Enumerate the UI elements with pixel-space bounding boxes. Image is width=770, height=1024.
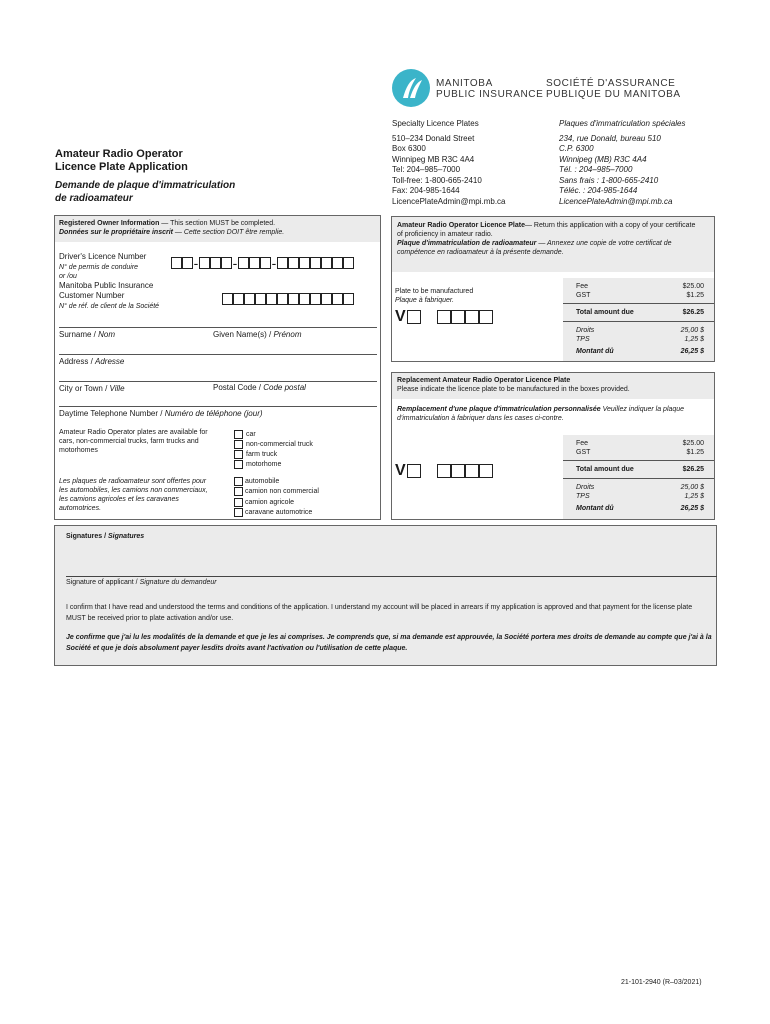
gst-label: GST [576,292,591,299]
address-line: Winnipeg MB R3C 4A4 [392,154,475,164]
char-box[interactable] [299,293,310,305]
address-line: Toll-free: 1-800-665-2410 [392,175,482,185]
char-box[interactable] [288,293,299,305]
plate-prefix: V [395,308,406,325]
city-en: City or Town / [59,384,110,393]
address-line: LicencePlateAdmin@mpi.mb.ca [559,196,673,206]
checkbox[interactable] [234,477,243,486]
fee-row [576,439,704,448]
address-line: C.P. 6300 [559,144,594,153]
address-line: Winnipeg (MB) R3C 4A4 [559,154,647,164]
vehicle-option[interactable] [234,487,319,498]
vehicle-label: non-commercial truck [246,440,313,448]
char-box[interactable] [244,293,255,305]
char-box[interactable] [310,293,321,305]
tps-row [576,492,704,501]
montant-row [576,504,704,513]
vehicle-label: farm truck [246,450,278,458]
new-plate-title-fr: Plaque d'immatriculation de radioamateur [397,240,537,247]
mpi-label-fr: N° de réf. de client de la Société [59,302,160,310]
droits-amount: 25,00 $ [680,327,704,334]
phone-line[interactable] [59,406,377,407]
checkbox[interactable] [234,450,243,459]
char-box[interactable] [299,257,310,269]
checkbox[interactable] [234,487,243,496]
address-line: LicencePlateAdmin@mpi.mb.ca [392,196,506,206]
mpi-label: Customer Number [59,291,125,300]
signature-label [66,578,217,587]
vehicle-label: caravane automotrice [245,509,313,517]
char-box[interactable] [465,310,479,324]
address-line: 234, rue Donald, bureau 510 [559,133,661,143]
vehicle-options-fr [234,476,319,518]
dl-label [59,252,159,311]
total-row [576,465,704,474]
vehicle-option[interactable] [234,449,313,459]
total-amount: $26.25 [682,309,704,316]
droits-label: Droits [576,327,595,334]
char-box[interactable] [221,257,232,269]
char-box[interactable] [407,464,421,478]
confirmation-en: I confirm that I have read and understood the terms and conditions of the application. I understand my account will be placed in arrears if my application is approved and that payment for the license plate MUST be received prior to plate activation and/or use. [66,604,693,622]
tps-row [576,335,704,344]
divider [563,478,714,479]
gst-row [576,448,704,457]
vehicle-option[interactable] [234,429,313,439]
tps-amount: 1,25 $ [684,336,704,343]
postal-code-label [213,383,306,394]
replacement-title-fr: Remplacement d'une plaque d'immatriculation personnalisée [397,406,601,413]
char-box[interactable] [479,464,493,478]
plate-label-en: Plate to be manufactured [395,288,474,295]
address-line: Box 6300 [392,144,426,153]
owner-header-en [59,219,376,228]
availability-en: Amateur Radio Operator plates are available for cars, non-commercial trucks, farm trucks and motorhomes [59,429,208,454]
montant-label: Montant dû [576,348,614,355]
dl-label-fr: N° de permis de conduire [59,263,139,271]
new-plate-header [392,217,714,272]
char-box[interactable] [407,310,421,324]
vehicle-label: motorhome [246,460,282,468]
fee-row [576,282,704,291]
char-box[interactable] [465,464,479,478]
surname-fr: Nom [98,330,116,339]
char-box[interactable] [171,257,182,269]
char-box[interactable] [332,257,343,269]
logo-line: PUBLIQUE DU MANITOBA [546,89,681,100]
checkbox[interactable] [234,430,243,439]
logo-mark-icon [392,69,430,107]
char-box[interactable] [249,257,260,269]
checkbox[interactable] [234,440,243,449]
new-plate-title-en-rest: — Return this application with a copy of your certificate of proficiency in amateur radio. [397,222,696,238]
montant-row [576,347,704,356]
replacement-plate-input[interactable] [395,462,493,480]
signature-header [66,532,144,541]
divider [563,303,714,304]
postal-en: Postal Code / [213,383,264,392]
address-line: Fax: 204-985-1644 [392,186,460,195]
vehicle-label: car [246,430,256,438]
page-title [55,148,315,205]
char-box[interactable] [321,257,332,269]
owner-header-fr-rest: — Cette section DOIT être remplie. [172,229,285,236]
char-box[interactable] [451,310,465,324]
new-plate-input[interactable] [395,308,493,326]
char-box[interactable] [288,257,299,269]
phone-label [59,409,263,420]
fee-summary [563,435,714,519]
gst-row [576,291,704,300]
char-box[interactable] [182,257,193,269]
given-en: Given Name(s) / [213,330,274,339]
address-fr: Adresse [95,357,125,366]
address-heading: Plaques d'immatriculation spéciales [559,119,686,128]
address-label [59,357,124,368]
replacement-title-en: Replacement Amateur Radio Operator Licence Plate [397,377,571,384]
vehicle-option[interactable] [234,476,319,487]
droits-row [576,326,704,335]
address-en [392,119,552,207]
address-line: Tél. : 204–985–7000 [559,165,633,174]
dl-label-en: Driver's Licence Number [59,252,147,261]
droits-label: Droits [576,484,595,491]
char-box[interactable] [332,293,343,305]
char-box[interactable] [266,293,277,305]
divider [563,460,714,461]
owner-header-fr [59,228,376,237]
drivers-licence-input[interactable] [171,255,354,271]
tps-amount: 1,25 $ [684,493,704,500]
vehicle-label: camion non commercial [245,488,319,496]
owner-header-en-rest: — This section MUST be completed. [159,220,276,227]
char-box[interactable] [199,257,210,269]
phone-fr: Numéro de téléphone (jour) [164,409,263,418]
new-plate-header-fr [397,239,697,257]
customer-number-input[interactable] [222,293,354,305]
vehicle-option[interactable] [234,459,313,469]
address-line[interactable] [59,354,377,355]
logo-line: PUBLIC INSURANCE [436,89,544,100]
char-box[interactable] [321,293,332,305]
char-box[interactable] [210,257,221,269]
char-box[interactable] [343,257,354,269]
given-name-label [213,330,301,341]
given-fr: Prénom [273,330,302,339]
checkbox[interactable] [234,460,243,469]
vehicle-label: camion agricole [245,498,295,506]
address-heading: Specialty Licence Plates [392,119,479,128]
montant-label: Montant dû [576,505,614,512]
checkbox[interactable] [234,498,243,507]
total-amount: $26.25 [682,466,704,473]
gst-amount: $1.25 [686,449,704,456]
or-label: or /ou [59,272,77,280]
char-box[interactable] [277,293,288,305]
owner-info-header [55,216,380,242]
logo-text-fr [546,78,681,100]
total-label: Total amount due [576,309,634,316]
char-box[interactable] [437,310,451,324]
plate-to-manufacture-label [395,287,473,305]
phone-en: Daytime Telephone Number / [59,409,165,418]
gst-label: GST [576,449,591,456]
address-fr [559,119,729,207]
title-fr: Demande de plaque d'immatriculation [55,180,236,191]
char-box[interactable] [437,464,451,478]
logo-text-en [436,78,543,100]
surname-en: Surname / [59,330,99,339]
owner-header-fr-bold: Données sur le propriétaire inscrit [59,229,173,236]
vehicle-option[interactable] [234,497,319,508]
logo-line: SOCIÉTÉ D'ASSURANCE [546,78,676,89]
logo-line: MANITOBA [436,78,493,89]
char-box[interactable] [451,464,465,478]
signature-label-en: Signature of applicant / [66,579,140,586]
form-number: 21-101-2940 (R–03/2021) [621,979,702,986]
city-fr: Ville [109,384,125,393]
new-plate-header-en [397,221,697,239]
address-line: Téléc. : 204-985-1644 [559,186,638,195]
char-box[interactable] [310,257,321,269]
vehicle-options-en [234,429,313,469]
char-box[interactable] [343,293,354,305]
tps-label: TPS [576,336,590,343]
total-row [576,308,704,317]
fee-summary [563,278,714,361]
surname-line[interactable] [59,327,377,328]
char-box[interactable] [222,293,233,305]
mpi-logo [392,69,430,107]
surname-label [59,330,115,341]
title-fr: de radioamateur [55,192,133,204]
fee-label: Fee [576,440,589,447]
postal-fr: Code postal [263,383,306,392]
new-plate-title-en: Amateur Radio Operator Licence Plate [397,222,525,229]
city-line[interactable] [59,381,377,382]
gst-amount: $1.25 [686,292,704,299]
confirmation-fr: Je confirme que j'ai lu les modalités de la demande et que je les ai comprises. Je comprends que, si ma demande est approuvée, la Société portera mes droits de demande au compte que j'ai à la Société et que je dois absolument payer lesdits droits avant l'activation ou l'utilisation de cette plaque. [66,634,712,652]
plate-label-fr: Plaque à fabriquer. [395,297,454,304]
fee-amount: $25.00 [682,440,704,447]
address-line: 510–234 Donald Street [392,133,475,143]
fee-label: Fee [576,283,589,290]
char-box[interactable] [238,257,249,269]
address-line: Tel: 204–985–7000 [392,165,461,174]
divider [563,321,714,322]
vehicle-option[interactable] [234,508,319,519]
fee-amount: $25.00 [682,283,704,290]
montant-amount: 26,25 $ [680,348,704,355]
address-en: Address / [59,357,96,366]
replacement-sub-en: Please indicate the licence plate to be manufactured in the boxes provided. [397,386,630,393]
total-label: Total amount due [576,466,634,473]
signature-header-en: Signatures / [66,533,109,540]
title-en: Amateur Radio Operator [55,148,183,160]
replacement-sub-fr: Veuillez indiquer la plaque d'immatriculation à fabriquer dans les cases ci-contre. [397,406,685,422]
dash-separator: - [271,255,277,271]
montant-amount: 26,25 $ [680,505,704,512]
droits-amount: 25,00 $ [680,484,704,491]
signature-header-fr: Signatures [108,533,145,540]
droits-row [576,483,704,492]
checkbox[interactable] [234,508,243,517]
replacement-header [392,373,714,399]
dash-separator: - [193,255,199,271]
vehicle-label: automobile [245,477,280,485]
owner-header-en-bold: Registered Owner Information [59,220,160,227]
char-box[interactable] [479,310,493,324]
char-box[interactable] [260,257,271,269]
address-line: Sans frais : 1-800-665-2410 [559,175,659,185]
dash-separator: - [232,255,238,271]
signature-label-fr: Signature du demandeur [139,579,217,586]
vehicle-option[interactable] [234,439,313,449]
availability-fr: Les plaques de radioamateur sont offertes pour les automobiles, les camions non commerciaux, les camions agricoles et les caravanes automotrices. [59,478,208,512]
city-label [59,384,125,395]
title-en: Licence Plate Application [55,161,188,173]
mpi-label: Manitoba Public Insurance [59,280,154,290]
plate-prefix: V [395,462,406,479]
char-box[interactable] [233,293,244,305]
char-box[interactable] [277,257,288,269]
new-plate-title-fr-rest: — Annexez une copie de votre certificat de compétence en radioamateur à la présente demande. [397,240,672,256]
signature-line[interactable] [66,576,717,577]
tps-label: TPS [576,493,590,500]
replacement-header-fr [397,405,697,423]
char-box[interactable] [255,293,266,305]
